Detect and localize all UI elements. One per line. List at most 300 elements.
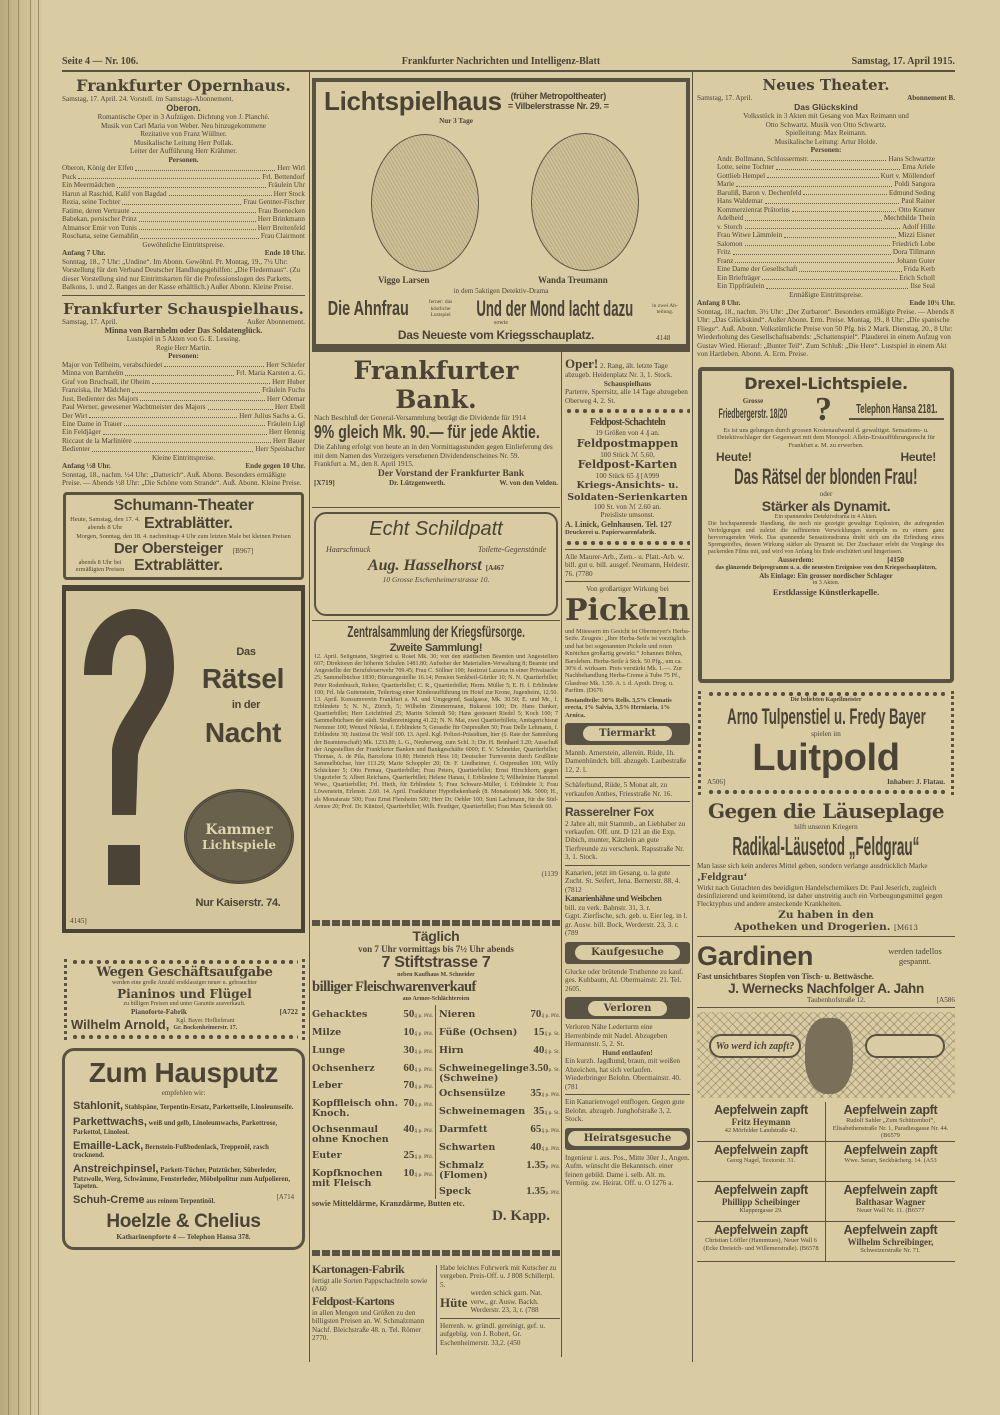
linick-firm: A. Linick, Gelnhausen. Tel. 127 — [565, 519, 672, 529]
zentralsammlung-article — [314, 624, 558, 878]
leader-dots — [117, 181, 266, 187]
price-unit: ₰ p. Pfd. — [414, 1013, 433, 1020]
lichtspielhaus-address: = Vilbelerstrasse Nr. 29. = — [507, 100, 609, 111]
schumann-date: Heute, Samstag, den 17. 4. abends 8 Uhr — [70, 516, 140, 531]
raetsel-in-der: in der — [231, 699, 261, 712]
cast-actor: Herr Wirl — [277, 164, 305, 173]
opera-description — [62, 113, 305, 155]
hausputz-item-name: Parkettwachs, — [73, 1116, 147, 1129]
aepfelwein-address: Schweizerstraße Nr. 71. — [860, 1247, 921, 1255]
schauspiel-play: Minna von Barnhelm oder Das Soldatenglück. — [104, 326, 263, 336]
question-mark-graphic — [74, 605, 178, 905]
price-row — [439, 1005, 560, 1022]
cast-role: Franz — [717, 256, 734, 265]
price-item: Hirn — [439, 1044, 464, 1056]
bank-text: Die Zahlung erfolgt von heute an in den Vormittagsstunden gegen Einlieferung des mit dem Namen des Vorzeigers versehenen Dividendenscheines Nr. 59. — [314, 443, 553, 460]
hausputz-items — [73, 1100, 294, 1206]
price-row — [312, 1059, 433, 1076]
bank-text: Nach Beschluß der General-Versammlung beträgt die Dividende für 1914 — [314, 414, 526, 422]
price-amount: 1.35 — [526, 1158, 546, 1171]
raetsel-das: Das — [236, 646, 256, 659]
price-unit: ₰ p. Pfd. — [541, 1145, 560, 1152]
huete-label: Hüte — [440, 1294, 468, 1310]
price-row — [312, 1094, 433, 1119]
cast-actor: Ilse Seal — [910, 282, 935, 291]
pickeln-text: und Mitessern im Gesicht ist Obermeyer's Herba-Seife. Zeugnis: „Ihre Herba-Seife ist vorzüglich und hat bei sogenannten Pickeln und roten Knötchen großartig gewirkt.“ Johannes Böhm, Barsleben. Herba-Seife à Stck. 50 Pfg., um ca. 30% d. wirksam. Preis verstärkt Mk. 1.—. Zur Nachbehandlung Herba-Creme à Tube 75 Pf., Glasdose Mk. 1.50. A. i. d. Apoth. Drog. u. Parfüm. (D676 — [565, 627, 690, 695]
leader-dots — [140, 395, 265, 401]
cast-actor: Dora Tillmann — [892, 248, 935, 257]
bank-signature: Der Vorstand der Frankfurter Bank — [377, 468, 525, 479]
cast-row — [717, 265, 935, 273]
cast-row — [717, 257, 935, 265]
cast-role: Eine Dame der Gesellschaft — [717, 265, 798, 274]
cast-actor: Fräulein Uhr — [268, 181, 305, 190]
aepfelwein-ads — [697, 1102, 955, 1262]
cast-actor: Hans Schwartze — [888, 154, 935, 163]
price-unit: p. Pfd. — [545, 1163, 560, 1170]
ad-code: 4148 — [656, 334, 671, 342]
kammer-lichtspiele-seal — [184, 789, 294, 884]
column-1 — [62, 76, 305, 1250]
cast-role: Bedienter — [62, 445, 90, 454]
cast-role: Ein Tippfräulein — [717, 282, 765, 291]
wegen-pianos: Pianinos und Flügel — [117, 987, 252, 1002]
aepfelwein-name: Phillipp Scheibinger — [721, 1197, 801, 1208]
neues-cast — [697, 155, 955, 291]
zentral-subtitle: Zweite Sammlung! — [389, 642, 483, 654]
cast-row — [62, 428, 305, 436]
neues-date: Samstag, 17. April. — [697, 94, 753, 102]
wegen-ad — [64, 959, 305, 1040]
schauspiel-title: Frankfurter Schauspielhaus. — [63, 299, 304, 318]
schauspiel-ad-title: Schauspielhaus — [603, 379, 652, 388]
cast-actor: Herr Speisbacher — [255, 445, 305, 454]
cast-actor: Johann Guter — [896, 256, 935, 265]
tiermarkt-ad: Mannb. Amerstein, allerein. Rüde, 1h. Damenhündch. bill. abzugeb. Laubestraße 12, 2. l. — [565, 748, 687, 774]
hausputz-item-name: Anstreichpinsel, — [73, 1162, 159, 1175]
laeuse-text: Wirkt nach Gutachten des beeidigten Handelschemikers Dr. Paul Jeserich, zugleich desinfizierend und keimtötend, ist daher unstreitig auch ein Vorbeugungsmittel gegen Flecktyphus und andere ansteckende Krankheiten. — [697, 883, 943, 909]
cast-actor: Frau Clairmont — [260, 232, 305, 241]
price-row — [439, 1084, 560, 1101]
opera-prices: Gewöhnliche Eintrittspreise. — [142, 240, 225, 249]
hausputz-address: Katharinenpforte 4 — Telephon Hansa 378. — [116, 1232, 251, 1241]
price-value — [403, 1076, 433, 1093]
lichtspielhaus-title: Lichtspielhaus — [324, 86, 502, 116]
cast-row — [62, 215, 305, 223]
drexel-film2: Stärker als Dynamit. — [761, 497, 891, 514]
drexel-grosse: Grosse — [742, 396, 764, 405]
luitpold-ad — [698, 691, 954, 795]
heute-label: Heute! — [716, 449, 752, 464]
header-rule — [62, 70, 955, 72]
hund-ad: Ein kurzh. Jagdhund, braun, mit weißen Abzeichen, hat sich verlaufen. Wiederbringer Belohn. Obermainstr. 40. (781 — [565, 1057, 681, 1091]
seal-text: Lichtspiele — [201, 837, 277, 852]
cast-role: Major von Tellheim, verabschiedet — [62, 360, 163, 369]
linick-firm-sub: Druckerei u. Papierwarenfabrik. — [565, 529, 657, 537]
page-number: Seite 4 — Nr. 106. — [62, 56, 139, 67]
cast-role: Ein Meermädchen — [62, 181, 115, 190]
bank-date: Frankfurt a. M., den 8. April 1915. — [314, 460, 414, 469]
leader-dots — [811, 155, 887, 161]
aepfelwein-address: Klappergasse 29. — [739, 1207, 783, 1215]
verloren-ad: Verloren Nähe Lederturm eine Herrenbinde mit Nadel. Abzugeben Hermannstr. 5, 2. St. — [565, 1023, 668, 1049]
cast-actor: Herr Julius Sachs a. G. — [239, 411, 305, 420]
drexel-ad — [698, 367, 954, 683]
aepfelwein-name: Fritz Heymann — [731, 1117, 791, 1128]
cast-role: Just, Bedienter des Majors — [62, 394, 139, 403]
price-value — [526, 1156, 560, 1173]
schauspiel-description — [62, 335, 305, 352]
cast-row — [717, 274, 935, 282]
cast-actor: Fräulein Ligl — [267, 419, 305, 428]
price-item: Ochsenherz — [312, 1062, 375, 1074]
huete-ad: werden schick garn. Nat. verw., gr. Ausw. Backh. Werderstr. 23, 3, r. (788 — [470, 1289, 543, 1315]
gardinen-text: Fast unsichtbares Stopfen von Tisch- u. Bettwäsche. — [697, 971, 874, 981]
price-item: Lunge — [312, 1044, 346, 1056]
cast-row — [62, 412, 305, 420]
hausputz-item-name: Stahlonit, — [73, 1100, 124, 1113]
oper-ad-title: Oper! — [565, 356, 599, 371]
neues-play: Das Glückskind — [794, 102, 858, 113]
cast-actor: Mizzi Eisner — [898, 231, 935, 240]
wegen-title: Wegen Geschäftsaufgabe — [96, 965, 273, 981]
price-unit: ₰ p. Pfd. — [541, 1092, 560, 1099]
cast-row — [62, 361, 305, 369]
description-line: Regie Herr Martin. — [156, 343, 211, 352]
jug-slogan: Wo werd ich zapft? — [709, 1034, 801, 1058]
kaufgesuche-ad: Glucke oder brütende Truthenne zu kauf. ges. Kuhbaum, Al. Obermainstr. 21. Tel. 2605. — [565, 967, 684, 993]
kriegs-ansichtskarten: Kriegs-Ansichts- u. Soldaten-Serienkarten — [567, 480, 688, 503]
price-row — [312, 1005, 433, 1022]
aepfelwein-heading: Aepfelwein zapft — [714, 1183, 808, 1198]
fleisch-hours: von 7 Uhr vormittags bis 7½ Uhr abends — [358, 944, 514, 954]
cast-actor: Herr Bauer — [272, 436, 305, 445]
aepfelwein-ad — [826, 1142, 955, 1182]
price-row — [439, 1120, 560, 1137]
cast-row — [62, 437, 305, 445]
hausputz-item-desc: aus reinem Terpentinöl. — [144, 1198, 216, 1206]
hausputz-item-desc: Parkett-Tücher, Putztücher, Süberleder, Putzwolle, Werg, Schwämme, Fensterleder, Möbelpolitur zum Aufpolieren, Tapeten. — [73, 1166, 291, 1191]
price-unit: ₰ p. St. — [544, 1110, 560, 1117]
heiratsgesuche-ad: Ingenieur i. aus. Pos., Mitte 30er J., Angen. Aufm. wünscht die Bekanntsch. einer feinen gebild. Dame i. selb. Alt. m. Vermög. zw. Heirat. Off. u. O 1276 a. — [565, 1153, 690, 1187]
price-item: Schweinegelinge (Schweine) — [439, 1062, 529, 1084]
price-row — [439, 1041, 560, 1058]
cast-role: Graf von Bruchsall, ihr Oheim — [62, 377, 151, 386]
cast-role: Babekan, persischer Prinz — [62, 215, 137, 224]
cast-row — [62, 369, 305, 377]
cast-role: Adelheid — [717, 214, 744, 223]
price-unit: ₰ p. Pfd. — [414, 1128, 433, 1135]
days-label: Nur 3 Tage — [439, 117, 473, 125]
schauspiel-date: Samstag, 17. April. — [62, 317, 118, 326]
schumann-theater-ad — [63, 492, 304, 580]
aepfelwein-ad — [826, 1222, 955, 1262]
kaufgesuche-heading: Kaufgesuche — [575, 945, 680, 960]
cast-role: Salomon — [717, 239, 743, 248]
aepfelwein-address: Georg Nagel, Textorstr. 31. — [726, 1157, 796, 1165]
cast-row — [62, 181, 305, 189]
schildpatt-ad — [314, 512, 558, 616]
hausputz-title: Zum Hausputz — [88, 1056, 279, 1088]
price-row — [439, 1059, 560, 1084]
price-amount: 70 — [403, 1097, 415, 1110]
fleisch-address: 7 Stiftstrasse 7 — [381, 954, 491, 971]
schildpatt-item: Haarschmuck — [326, 545, 371, 554]
maurer-ad: Alle Maurer-Arb., Zem.- u. Platt.-Arb. w. bill. gut u. bill. ausgef. Neumann, Heidestr. 76. (7780 — [565, 552, 690, 578]
aepfelwein-heading: Aepfelwein zapft — [843, 1143, 938, 1158]
leader-dots — [152, 378, 270, 384]
aepfelwein-address: Rudolf Sahler „Zum Schützenhof“, Elisabethenstraße Nr. 1, Paradiesgasse Nr. 44. (B6579 — [832, 1117, 949, 1140]
description-line: Musikalische Leitung Herr Pollak. — [133, 138, 234, 147]
drexel-telephone: Telephon Hansa 2181. — [855, 400, 938, 416]
cast-row — [62, 378, 305, 386]
price-amount: 65 — [530, 1123, 542, 1136]
ad-code: [M613 — [894, 922, 918, 932]
leader-dots — [124, 420, 265, 426]
description-line: Musikalische Leitung: Artur Holde. — [774, 137, 878, 146]
price-value — [403, 1120, 433, 1137]
jug-ad — [697, 1012, 955, 1098]
price-value — [403, 1094, 433, 1111]
cast-actor: Herr Brinkmann — [257, 215, 305, 224]
cast-row — [717, 155, 935, 163]
cast-role: Kommerzienrat Prätorius — [717, 205, 790, 214]
feldpost-text: 19 Größen von 4 ₰ an. — [595, 429, 660, 438]
fuhrwerk-ad: Habe leichtes Fuhrwerk mit Kutscher zu vergeben. Preis-Off. u. J 808 Schillerpl. 5. — [440, 1264, 557, 1289]
hausputz-item — [73, 1140, 294, 1160]
price-amount: 60 — [403, 1061, 415, 1074]
cast-actor: Otto Kramer — [898, 205, 935, 214]
price-row — [312, 1146, 433, 1163]
hausputz-firm: Hoelzle & Chelius — [106, 1210, 261, 1232]
laeuse-text: Man lasse sich kein anderes Mittel geben, sondern verlange ausdrücklich Marke — [697, 862, 928, 871]
cast-role: Hans Waldemar — [717, 197, 763, 206]
cast-actor: Frau Boenecken — [258, 206, 305, 215]
cast-heading: Personen: — [168, 352, 199, 361]
price-value — [403, 1059, 433, 1076]
leader-dots — [139, 215, 256, 221]
actor-name: Wanda Treumann — [538, 275, 608, 285]
opera-play: Oberon. — [166, 103, 201, 114]
page-binding — [0, 0, 42, 1415]
luitpold-names: Arno Tulpenstiel u. Fredy Bayer — [726, 703, 926, 729]
price-item: Speck — [439, 1185, 471, 1197]
kanarien-ad: Kanarien, jetzt im Gesang, u. la gute Zucht. St. Seifert, Jena. Bernerstr. 88, 4. (7812 — [565, 868, 681, 894]
leader-dots — [122, 198, 241, 204]
drexel-text: Es ist uns gelungen durch grossen Kostenaufwand d. gewaltigst. Sensations- u. Detektivschlager der Gegenwart mit dem Monopol: Allein-Erstaufführungsrecht für Frankfurt a. M. zu erwerben. — [716, 426, 936, 449]
fleisch-source: aus Armee-Schlächtereien — [402, 996, 470, 1003]
price-item: Nieren — [439, 1009, 476, 1021]
cast-row — [717, 180, 935, 188]
price-amount: 35 — [533, 1105, 545, 1118]
aepfelwein-address: Neuer Wall Nr. 11. (B6577 — [856, 1207, 925, 1215]
price-unit: ₰ p. Pfd. — [414, 1030, 433, 1037]
cast-actor: Herr Huber — [272, 377, 305, 386]
price-unit: ₰ p. Pfd. — [414, 1048, 433, 1055]
portrait-viggo-larsen — [371, 134, 479, 272]
neues-description — [697, 112, 955, 146]
description-line: Volksstück in 3 Akten mit Gesang von Max Reimann und — [743, 112, 909, 121]
price-item: Gehacktes — [312, 1009, 368, 1021]
portrait-wanda-treumann — [531, 133, 639, 271]
cast-role: Marie — [717, 180, 735, 189]
description-line: Rezitative von Franz Wüllner. — [140, 130, 227, 139]
cast-actor: Paul Rainer — [901, 197, 935, 206]
cast-actor: Mechthilde Thein — [883, 214, 935, 223]
price-amount: 40 — [530, 1140, 542, 1153]
leader-dots — [135, 164, 275, 170]
cast-role: Puck — [62, 172, 77, 181]
drexel-address: Friedbergerstr. 18/20 — [718, 404, 788, 421]
ad-code: (1139 — [541, 870, 558, 878]
price-value — [403, 1041, 433, 1058]
wegen-firm: Wilhelm Arnold, — [71, 1016, 170, 1032]
opera-listing — [62, 76, 305, 296]
schauspiel-notes: Sonntag, 18., nachm. ½4 Uhr: „Datterich“. Auß. Abonn. Besonders ermäßigte Preise. — Abends ½8 Uhr: „Die Schöne vom Strande“. Auß. Abonn. Kleine Preise. — [62, 470, 302, 488]
cast-role: Roschana, seine Gemahlin — [62, 232, 139, 241]
cast-actor: Herr Odemar — [266, 394, 305, 403]
kaetzlein-ad: Dibich, munter, Kätzlein an gute Tierfreunde zu verschenk. Rapsstraße Nr. 3, 1. Stock. — [565, 836, 685, 862]
ad-code: [A586 — [936, 995, 955, 1004]
price-unit: ₰ p. St. — [544, 1030, 560, 1037]
lichtspielhaus-ad — [312, 78, 690, 348]
leader-dots — [766, 282, 908, 288]
cast-role: Almansor Emir von Tunis — [62, 223, 137, 232]
feldpost-schachteln: Feldpost-Schachteln — [589, 417, 666, 429]
price-row — [312, 1120, 433, 1145]
vogel-ad: Ein Kanarienvogel entflogen. Gegen gute Belohn. abzugeb. Junghofstraße 3, 2. Stock. — [565, 1098, 685, 1124]
gardinen-title: Gardinen — [697, 940, 814, 971]
cast-row — [717, 282, 935, 290]
neues-end: Ende 10¾ Uhr. — [909, 299, 955, 308]
price-row — [439, 1138, 560, 1155]
price-unit: ₰ p. Pfd. — [414, 1102, 433, 1109]
price-item: Euter — [312, 1150, 342, 1162]
cast-row — [62, 420, 305, 428]
verloren-heading: Verloren — [588, 1001, 668, 1016]
hausputz-item-desc: Stahlspäne, Terpentin-Ersatz, Parkettseife, Linoleumseife. — [123, 1104, 294, 1112]
hausputz-sub: empfehlen wir: — [161, 1088, 206, 1097]
drexel-einlage: Als Einlage: Ein grosser nordischer Schlager — [759, 572, 893, 581]
price-unit: ₰ p. Pfd. — [414, 1084, 433, 1091]
price-amount: 35 — [530, 1087, 542, 1100]
cast-role: Ein Feldjäger — [62, 428, 101, 437]
cast-row — [717, 248, 935, 256]
laeuse-title: Gegen die Läuseplage — [707, 798, 945, 823]
hausputz-item — [73, 1116, 294, 1136]
leader-dots — [134, 437, 271, 443]
cast-row — [62, 190, 305, 198]
price-row — [312, 1023, 433, 1040]
tiermarkt-heading: Tiermarkt — [583, 726, 672, 741]
laeuse-where: Zu haben in den — [778, 908, 874, 921]
leader-dots — [92, 445, 253, 451]
cast-row — [62, 198, 305, 206]
price-amount: 15 — [533, 1025, 545, 1038]
cast-row — [717, 172, 935, 180]
leader-dots — [736, 180, 892, 186]
luitpold-spielen: spielen im — [811, 729, 841, 738]
schauspiel-prices: Kleine Eintrittspreise. — [151, 453, 216, 462]
aepfelwein-ad — [697, 1182, 826, 1222]
drexel-akte: in 3 Akten. — [812, 580, 840, 587]
opera-date: Samstag, 17. April. 24. Vorstell. im Samstags-Abonnement. — [62, 95, 234, 103]
hausputz-item — [73, 1194, 294, 1207]
price-value — [533, 1041, 560, 1058]
leader-dots — [745, 240, 891, 246]
price-amount: 30 — [403, 1043, 415, 1056]
cast-row — [62, 232, 305, 240]
leader-dots — [745, 223, 901, 229]
heiratsgesuche-heading: Heiratsgesuche — [568, 1131, 688, 1146]
price-unit: p. Pfd. — [545, 1189, 560, 1196]
luitpold-owner: Inhaber: J. Flatau. — [887, 778, 945, 787]
ad-code: A506] — [707, 778, 726, 787]
ausserdem-label: Ausserdem: — [778, 556, 814, 565]
cast-row — [717, 231, 935, 239]
wegen-line: werden eine große Anzahl erstklassiger neuer u. gebrauchter — [112, 980, 257, 987]
price-item: Schwarten — [439, 1141, 496, 1153]
price-amount: 10 — [403, 1166, 415, 1179]
price-row — [439, 1102, 560, 1119]
cast-role: v. Storch — [717, 222, 743, 231]
fleisch-headline: billiger Fleischwarenverkauf — [312, 979, 476, 996]
fox-ad-text: 2 Jahre alt, mit Stammb., an Liebhaber zu verkaufen. Off. unt. D 121 an die Exp. — [565, 819, 686, 836]
cast-row — [62, 224, 305, 232]
raetsel-nacht: Nacht — [204, 717, 282, 749]
schumann-extra-2: Extrablätter. — [134, 557, 223, 575]
small-ads-center — [440, 1264, 560, 1347]
cast-role: Lotte, seine Tochter — [717, 163, 775, 172]
drama-label: in dem 5aktigen Detektiv-Drama — [453, 287, 549, 295]
price-list-left — [312, 1005, 436, 1199]
leader-dots — [799, 265, 901, 271]
newspaper-title: Frankfurter Nachrichten und Intelligenz-Blatt — [401, 56, 601, 67]
price-amount: 10 — [403, 1025, 415, 1038]
oper-ad-text: 2. Rang, ält. letzte Tage abzugeb. Heidenplatz Nr. 3, 1. Stock. — [565, 362, 673, 380]
schumann-sunday: Morgen, Sonntag, den 18. 4. nachmittags 4 Uhr zum letzten Male bei kleinen Preisen — [76, 532, 291, 540]
cast-heading: Personen. — [168, 155, 199, 164]
opera-title: Frankfurter Opernhaus. — [76, 76, 291, 95]
ad-code: [X719] — [314, 478, 335, 487]
schildpatt-item: Toilette-Gegenstände — [477, 545, 546, 554]
fleisch-taeglich: Täglich — [412, 928, 460, 944]
laeuseplage-ad — [697, 799, 955, 937]
cast-actor: Frl. Bettendorf — [262, 172, 305, 181]
cast-row — [717, 223, 935, 231]
leader-dots — [792, 206, 897, 212]
cast-actor: Herr Schiefer — [266, 360, 305, 369]
aepfelwein-ad — [826, 1102, 955, 1142]
price-unit: p. St. — [548, 1066, 560, 1073]
kanarien-text: bill. zu verk. Bahnstr. 31, 3. r. — [565, 903, 651, 912]
cast-role: Baruliß, Baron v. Dechenfeld — [717, 188, 802, 197]
aepfelwein-ad — [697, 1142, 826, 1182]
fleisch-sowie: sowie Mitteldärme, Kranzdärme, Butten etc. — [312, 1199, 465, 1209]
cast-actor: Herr Hennig — [268, 428, 305, 437]
leader-dots — [89, 412, 237, 418]
schildpatt-address: 10 Grosse Eschenheimerstrasse 10. — [382, 575, 490, 584]
pickeln-pre: Von großartiger Wirkung bei — [586, 585, 669, 594]
leader-dots — [132, 207, 257, 213]
wegen-address: Gr. Bockenheimerstr. 17. — [173, 1024, 238, 1031]
price-item: Milze — [312, 1026, 342, 1038]
cast-role: Franziska, ihr Mädchen — [62, 386, 131, 395]
kartonagen-text: fertigt alle Sorten Pappschachteln sowie — [312, 1277, 428, 1285]
description-line: Romantische Oper in 3 Aufzügen. Dichtung von J. Planché. — [97, 113, 270, 122]
cast-role: Rezia, seine Tochter — [62, 198, 121, 207]
feldpost-text: 100 Stück ℳ 5.60, — [600, 450, 655, 459]
